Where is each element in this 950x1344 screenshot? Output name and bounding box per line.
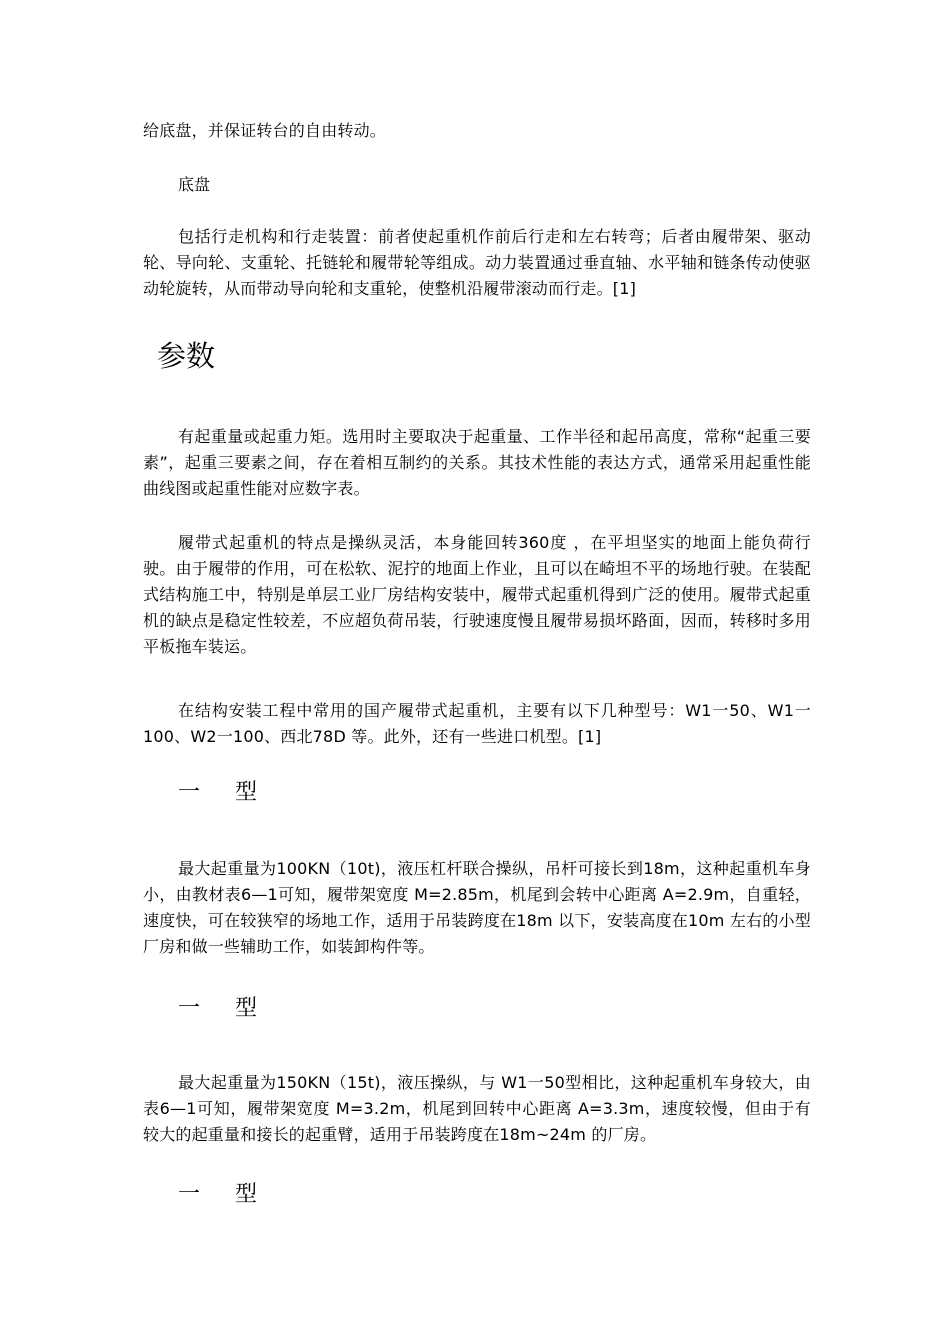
paragraph-intro-tail: 给底盘，并保证转台的自由转动。 — [143, 121, 387, 140]
subheading-type-1: 一 型 — [178, 780, 257, 805]
subheading-type-2: 一 型 — [178, 996, 257, 1021]
paragraph-params-3: 在结构安装工程中常用的国产履带式起重机，主要有以下几种型号：W1一50、W1一100、W2一100、西北78D 等。此外，还有一些进口机型。[1] — [143, 701, 811, 746]
paragraph-type-1: 最大起重量为100KN（10t)，液压杠杆联合操纵，吊杆可接长到18m，这种起重机车身小，由教材表6—1可知，履带架宽度 M=2.85m，机尾到会转中心距离 A=2.9m，自重轻，速度快，可在较狭窄的场地工作，适用于吊装跨度在18m 以下，安装高度在10m 左右的小型厂房和做一些辅助工作，如装卸构件等。 — [143, 859, 811, 956]
paragraph-params-2: 履带式起重机的特点是操纵灵活，本身能回转360度 ，在平坦坚实的地面上能负荷行驶。由于履带的作用，可在松软、泥拧的地面上作业，且可以在崎坦不平的场地行驶。在装配式结构施工中，特别是单层工业厂房结构安装中，履带式起重机得到广泛的使用。履带式起重机的缺点是稳定性较差，不应超负荷吊装，行驶速度慢且履带易损坏路面，因而，转移时多用平板拖车装运。 — [143, 533, 811, 656]
chassis-label: 底盘 — [178, 175, 211, 194]
paragraph-params-1: 有起重量或起重力矩。选用时主要取决于起重量、工作半径和起吊高度，常称“起重三要素”，起重三要素之间，存在着相互制约的关系。其技术性能的表达方式，通常采用起重性能曲线图或起重性能对应数字表。 — [143, 427, 811, 498]
subheading-type-3: 一 型 — [178, 1182, 257, 1207]
section-heading-params: 参数 — [157, 339, 216, 373]
paragraph-type-2: 最大起重量为150KN（15t)，液压操纵，与 W1一50型相比，这种起重机车身较大，由表6—1可知，履带架宽度 M=3.2m，机尾到回转中心距离 A=3.3m，速度较慢，但由于有较大的起重量和接长的起重臂，适用于吊装跨度在18m~24m 的厂房。 — [143, 1073, 811, 1144]
paragraph-chassis: 包括行走机构和行走装置：前者使起重机作前后行走和左右转弯；后者由履带架、驱动轮、导向轮、支重轮、托链轮和履带轮等组成。动力装置通过垂直轴、水平轴和链条传动使驱动轮旋转，从而带动导向轮和支重轮，使整机沿履带滚动而行走。[1] — [143, 227, 811, 298]
